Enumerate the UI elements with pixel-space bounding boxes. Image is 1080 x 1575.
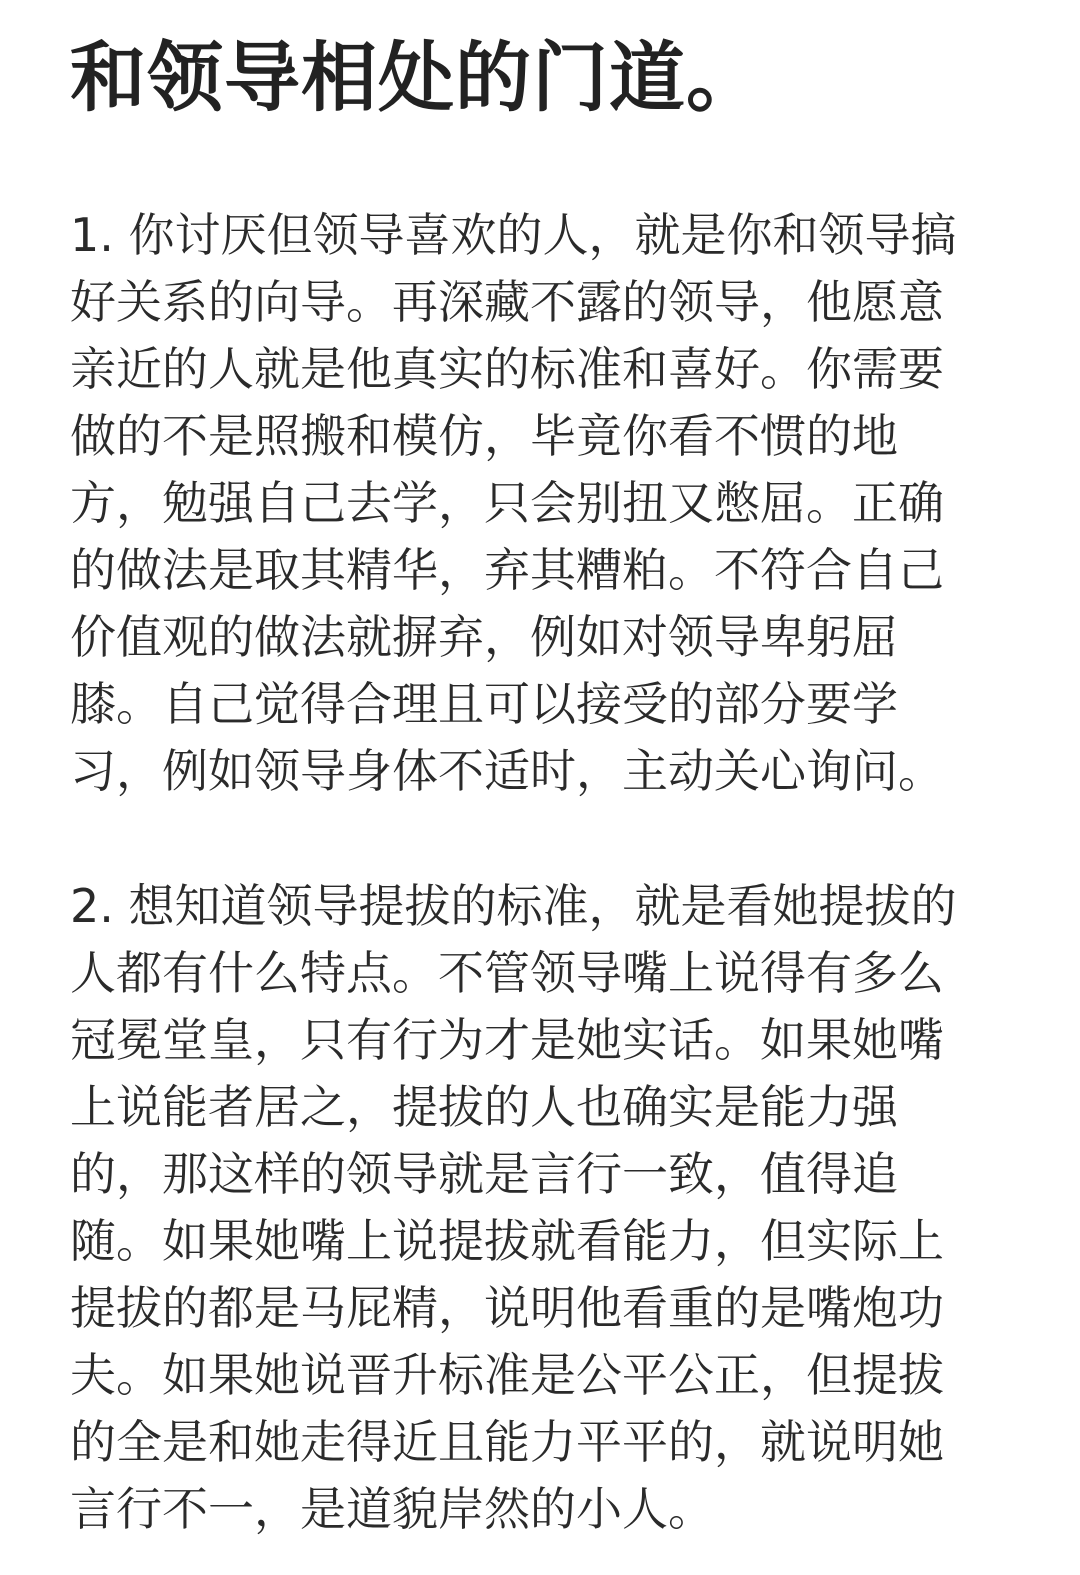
article-paragraph-2: 2. 想知道领导提拔的标准，就是看她提拔的人都有什么特点。不管领导嘴上说得有多么冠冕堂皇，只有行为才是她实话。如果她嘴上说能者居之，提拔的人也确实是能力强的，那这样的领导就是言行一致，值得追随。如果她嘴上说提拔就看能力，但实际上提拔的都是马屁精，说明他看重的是嘴炮功夫。如果她说晋升标准是公平公正，但提拔的全是和她走得近且能力平平的，就说明她言行不一，是道貌岸然的小人。 (70, 879, 957, 1536)
article-paragraph-1: 1. 你讨厌但领导喜欢的人，就是你和领导搞好关系的向导。再深藏不露的领导，他愿意亲近的人就是他真实的标准和喜好。你需要做的不是照搬和模仿，毕竟你看不惯的地方，勉强自己去学，只会别扭又憋屈。正确的做法是取其精华，弃其糟粕。不符合自己价值观的做法就摒弃，例如对领导卑躬屈膝。自己觉得合理且可以接受的部分要学习，例如领导身体不适时，主动关心询问。 (70, 208, 957, 798)
article-title: 和领导相处的门道。 (70, 33, 763, 122)
